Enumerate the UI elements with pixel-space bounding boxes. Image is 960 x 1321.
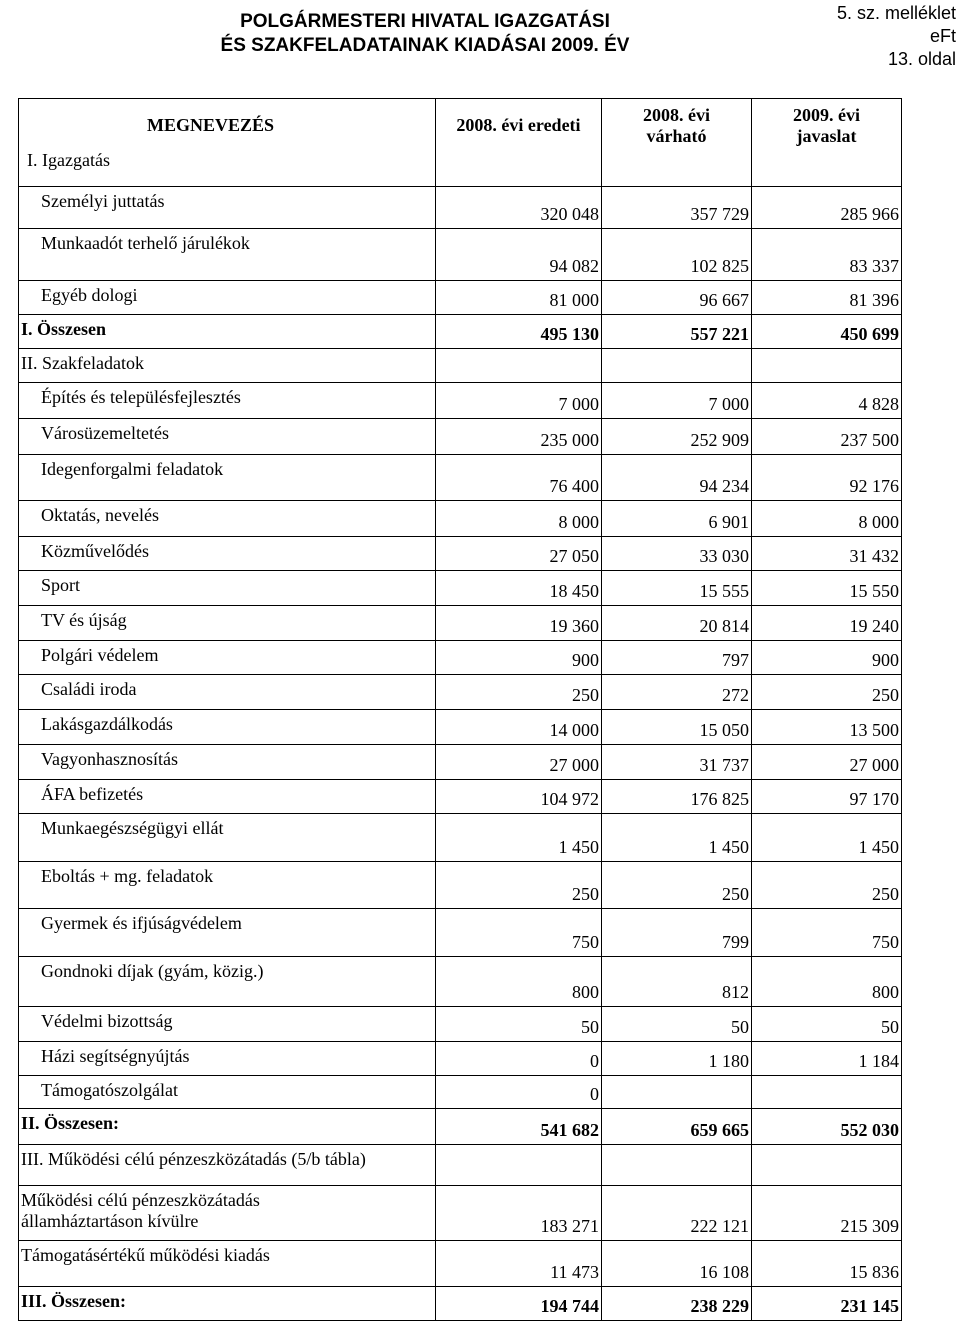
cell-2008-expected: 31 737 — [602, 745, 752, 780]
cell-2008-original: 76 400 — [436, 455, 602, 501]
cell-2008-expected: 797 — [602, 641, 752, 675]
cell-2009-proposal: 81 396 — [752, 281, 902, 315]
row-label: Városüzemeltetés — [19, 419, 436, 455]
table-row — [19, 281, 902, 315]
cell-2008-original: 194 744 — [436, 1287, 602, 1321]
row-label: Eboltás + mg. feladatok — [19, 862, 436, 909]
cell-2009-proposal: 50 — [752, 1007, 902, 1042]
row-label: Vagyonhasznosítás — [19, 745, 436, 780]
cell-2009-proposal — [752, 1076, 902, 1109]
cell-2008-original: 7 000 — [436, 383, 602, 419]
table-row — [19, 1287, 902, 1321]
table-row — [19, 1145, 902, 1186]
column-header-2008-expected-line2: várható — [646, 126, 707, 146]
table-row — [19, 537, 902, 571]
row-label-line1: Működési célú pénzeszközátadás — [21, 1190, 260, 1210]
column-header-2008-expected-line1: 2008. évi — [643, 105, 710, 125]
table-row — [19, 780, 902, 814]
table-row — [19, 957, 902, 1007]
table-row — [19, 1241, 902, 1287]
cell-2009-proposal: 15 550 — [752, 571, 902, 606]
table-row — [19, 1076, 902, 1109]
cell-2008-original: 27 050 — [436, 537, 602, 571]
table-row — [19, 1007, 902, 1042]
section-1-title: I. Igazgatás — [27, 150, 110, 170]
cell-2008-original — [436, 349, 602, 383]
cell-2009-proposal: 1 450 — [752, 814, 902, 862]
cell-2009-proposal: 450 699 — [752, 315, 902, 349]
cell-2009-proposal: 19 240 — [752, 606, 902, 641]
cell-2009-proposal: 215 309 — [752, 1186, 902, 1241]
cell-2008-expected: 50 — [602, 1007, 752, 1042]
cell-2008-expected — [602, 349, 752, 383]
cell-2008-original: 541 682 — [436, 1109, 602, 1145]
cell-2008-expected: 659 665 — [602, 1109, 752, 1145]
cell-2009-proposal: 8 000 — [752, 501, 902, 537]
cell-2008-expected: 6 901 — [602, 501, 752, 537]
table-row — [19, 862, 902, 909]
cell-2008-expected: 15 555 — [602, 571, 752, 606]
cell-2008-expected: 20 814 — [602, 606, 752, 641]
row-label-two-line — [19, 1186, 436, 1241]
cell-2008-original: 250 — [436, 862, 602, 909]
table-row — [19, 909, 902, 957]
cell-2009-proposal — [752, 349, 902, 383]
title-line-1: POLGÁRMESTERI HIVATAL IGAZGATÁSI — [240, 11, 610, 32]
table-row — [19, 349, 902, 383]
cell-2008-expected: 799 — [602, 909, 752, 957]
row-label: Sport — [19, 571, 436, 606]
cell-2009-proposal: 250 — [752, 862, 902, 909]
section-2-title: II. Szakfeladatok — [19, 349, 436, 383]
table-row — [19, 641, 902, 675]
cell-2008-expected: 15 050 — [602, 710, 752, 745]
cell-2008-expected — [602, 1145, 752, 1186]
cell-2008-original: 0 — [436, 1042, 602, 1076]
row-label: Egyéb dologi — [19, 281, 436, 315]
cell-2008-expected: 33 030 — [602, 537, 752, 571]
table-row — [19, 229, 902, 281]
cell-2008-expected: 812 — [602, 957, 752, 1007]
table-row — [19, 315, 902, 349]
column-header-name: MEGNEVEZÉS — [147, 115, 275, 135]
cell-2008-original: 19 360 — [436, 606, 602, 641]
table-row — [19, 419, 902, 455]
section-1-total-label: I. Összesen — [19, 315, 436, 349]
cell-2008-original: 27 000 — [436, 745, 602, 780]
cell-2008-expected: 176 825 — [602, 780, 752, 814]
column-header-2008-expected — [602, 99, 752, 187]
cell-2008-expected — [602, 1076, 752, 1109]
cell-2008-expected: 94 234 — [602, 455, 752, 501]
header-right — [837, 2, 956, 71]
cell-2008-original: 235 000 — [436, 419, 602, 455]
cell-2008-original: 94 082 — [436, 229, 602, 281]
cell-2008-expected: 357 729 — [602, 187, 752, 229]
cell-2008-original: 50 — [436, 1007, 602, 1042]
row-label: Építés és településfejlesztés — [19, 383, 436, 419]
cell-2008-expected: 7 000 — [602, 383, 752, 419]
row-label: Személyi juttatás — [19, 187, 436, 229]
unit-label: eFt — [929, 26, 956, 46]
table-row — [19, 383, 902, 419]
row-label: Munkaegészségügyi ellát — [19, 814, 436, 862]
cell-2008-expected: 16 108 — [602, 1241, 752, 1287]
column-header-2009-proposal-line2: javaslat — [796, 126, 857, 146]
cell-2009-proposal: 231 145 — [752, 1287, 902, 1321]
cell-2008-original: 0 — [436, 1076, 602, 1109]
page-number: 13. oldal — [887, 49, 956, 69]
column-header-2008-original: 2008. évi eredeti — [436, 99, 602, 187]
table-row — [19, 814, 902, 862]
row-label: Polgári védelem — [19, 641, 436, 675]
cell-2008-original: 800 — [436, 957, 602, 1007]
cell-2008-expected: 238 229 — [602, 1287, 752, 1321]
row-label: Támogatásértékű működési kiadás — [19, 1241, 436, 1287]
row-label: Családi iroda — [19, 675, 436, 710]
row-label: Munkaadót terhelő járulékok — [19, 229, 436, 281]
cell-2008-expected: 1 180 — [602, 1042, 752, 1076]
cell-2008-original: 18 450 — [436, 571, 602, 606]
cell-2009-proposal: 31 432 — [752, 537, 902, 571]
cell-2008-expected: 222 121 — [602, 1186, 752, 1241]
row-label: ÁFA befizetés — [19, 780, 436, 814]
cell-2008-expected: 252 909 — [602, 419, 752, 455]
cell-2009-proposal: 4 828 — [752, 383, 902, 419]
row-label: Gyermek és ifjúságvédelem — [19, 909, 436, 957]
cell-2008-original: 320 048 — [436, 187, 602, 229]
table-row — [19, 1109, 902, 1145]
cell-2009-proposal: 250 — [752, 675, 902, 710]
row-label: TV és újság — [19, 606, 436, 641]
cell-2008-original: 11 473 — [436, 1241, 602, 1287]
table-row — [19, 187, 902, 229]
row-label: Támogatószolgálat — [19, 1076, 436, 1109]
cell-2008-original: 183 271 — [436, 1186, 602, 1241]
cell-2009-proposal: 750 — [752, 909, 902, 957]
table-row — [19, 1042, 902, 1076]
table-row — [19, 606, 902, 641]
row-label-line2: államháztartáson kívülre — [21, 1211, 199, 1231]
cell-2008-original: 495 130 — [436, 315, 602, 349]
cell-2009-proposal: 15 836 — [752, 1241, 902, 1287]
title-line-2: ÉS SZAKFELADATAINAK KIADÁSAI 2009. ÉV — [220, 35, 630, 56]
cell-2008-original: 1 450 — [436, 814, 602, 862]
cell-2009-proposal — [752, 1145, 902, 1186]
cell-2008-original: 104 972 — [436, 780, 602, 814]
cell-2009-proposal: 1 184 — [752, 1042, 902, 1076]
row-label: Védelmi bizottság — [19, 1007, 436, 1042]
document-title — [0, 10, 800, 58]
table-row — [19, 675, 902, 710]
column-header-2009-proposal — [752, 99, 902, 187]
cell-2008-original: 14 000 — [436, 710, 602, 745]
cell-2009-proposal: 900 — [752, 641, 902, 675]
row-label: Idegenforgalmi feladatok — [19, 455, 436, 501]
cell-2009-proposal: 83 337 — [752, 229, 902, 281]
table-row — [19, 571, 902, 606]
cell-2009-proposal: 552 030 — [752, 1109, 902, 1145]
section-2-total-label: II. Összesen: — [19, 1109, 436, 1145]
cell-2009-proposal: 13 500 — [752, 710, 902, 745]
cell-2008-original: 750 — [436, 909, 602, 957]
cell-2009-proposal: 92 176 — [752, 455, 902, 501]
row-label: Közművelődés — [19, 537, 436, 571]
cell-2009-proposal: 285 966 — [752, 187, 902, 229]
row-label: Házi segítségnyújtás — [19, 1042, 436, 1076]
cell-2009-proposal: 237 500 — [752, 419, 902, 455]
table-row — [19, 710, 902, 745]
section-3-total-label: III. Összesen: — [19, 1287, 436, 1321]
row-label: Oktatás, nevelés — [19, 501, 436, 537]
cell-2008-original: 900 — [436, 641, 602, 675]
cell-2008-expected: 272 — [602, 675, 752, 710]
cell-2009-proposal: 97 170 — [752, 780, 902, 814]
cell-2008-expected: 1 450 — [602, 814, 752, 862]
cell-2008-original — [436, 1145, 602, 1186]
table-row — [19, 1186, 902, 1241]
cell-2008-original: 8 000 — [436, 501, 602, 537]
table-row — [19, 745, 902, 780]
annex-label: 5. sz. melléklet — [836, 3, 956, 23]
row-label: Lakásgazdálkodás — [19, 710, 436, 745]
row-label: Gondnoki díjak (gyám, közig.) — [19, 957, 436, 1007]
cell-2008-original: 81 000 — [436, 281, 602, 315]
cell-2008-expected: 557 221 — [602, 315, 752, 349]
cell-2009-proposal: 800 — [752, 957, 902, 1007]
column-header-2009-proposal-line1: 2009. évi — [793, 105, 860, 125]
cell-2008-expected: 96 667 — [602, 281, 752, 315]
cell-2008-expected: 250 — [602, 862, 752, 909]
cell-2009-proposal: 27 000 — [752, 745, 902, 780]
header-name-cell — [19, 99, 436, 187]
table-header-row — [19, 99, 902, 187]
expenditure-table — [18, 98, 902, 1321]
section-3-title: III. Működési célú pénzeszközátadás (5/b tábla) — [19, 1145, 436, 1186]
table-row — [19, 501, 902, 537]
cell-2008-original: 250 — [436, 675, 602, 710]
table-row — [19, 455, 902, 501]
cell-2008-expected: 102 825 — [602, 229, 752, 281]
